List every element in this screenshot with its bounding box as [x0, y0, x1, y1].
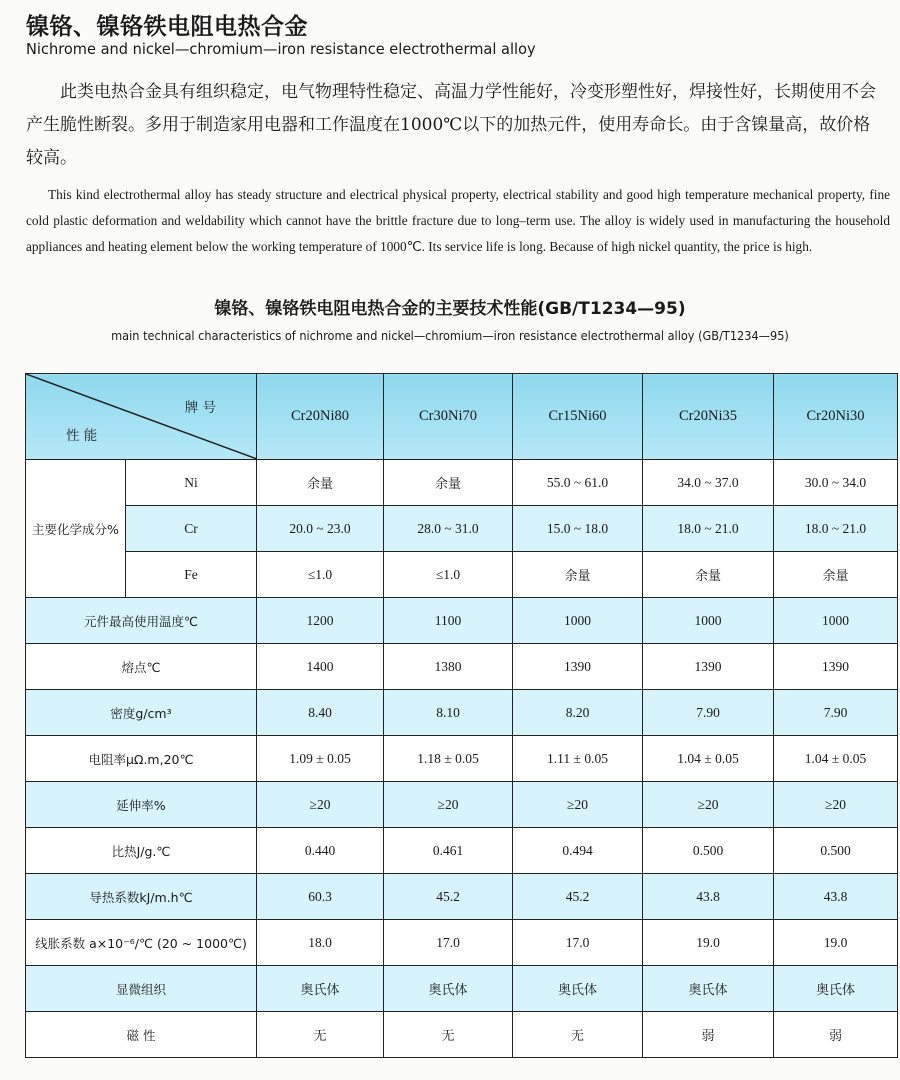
intro-paragraph-cn: 此类电热合金具有组织稳定，电气物理特性稳定、高温力学性能好，冷变形塑性好，焊接性好，长期使用不会产生脆性断裂。多用于制造家用电器和工作温度在1000℃以下的加热元件，使用寿命长。由于含镍量高，故价格较高。 [26, 82, 876, 168]
table-cell: 55.0 ~ 61.0 [513, 460, 643, 506]
table-cell: 7.90 [643, 690, 774, 736]
property-label: 密度g/cm³ [26, 690, 257, 736]
property-label: 导热系数kJ/m.h℃ [26, 874, 257, 920]
table-cell: 0.461 [384, 828, 513, 874]
table-cell: 1.18 ± 0.05 [384, 736, 513, 782]
grade-header: Cr20Ni80 [257, 374, 384, 460]
table-title-cn: 镍铬、镍铬铁电阻电热合金的主要技术性能(GB/T1234—95) [214, 299, 686, 319]
diagonal-divider-icon [26, 374, 257, 459]
table-cell: 60.3 [257, 874, 384, 920]
table-cell: 43.8 [774, 874, 898, 920]
property-label: 电阻率μΩ.m,20℃ [26, 736, 257, 782]
table-row [26, 460, 898, 506]
properties-table [25, 373, 898, 1058]
table-cell: 19.0 [774, 920, 898, 966]
intro-paragraph-en: This kind electrothermal alloy has steady structure and electrical physical property, electrical stability and good high temperature mechanical property, fine cold plastic deformation and weldability which cannot have the brittle fracture due to long–term use. The alloy is widely used in manufacturing the household appliances and heating element below the working temperature of 1000℃. Its service life is long. Because of high nickel quantity, the price is high. [26, 187, 890, 254]
table-row [26, 874, 898, 920]
table-row [26, 506, 898, 552]
corner-cell [26, 374, 257, 460]
grade-header: Cr30Ni70 [384, 374, 513, 460]
table-cell: 1.11 ± 0.05 [513, 736, 643, 782]
property-label: 延伸率% [26, 782, 257, 828]
table-cell: 19.0 [643, 920, 774, 966]
table-row [26, 690, 898, 736]
table-cell: 43.8 [643, 874, 774, 920]
table-cell: 1200 [257, 598, 384, 644]
property-label: 显微组织 [26, 966, 257, 1012]
table-cell: 无 [257, 1012, 384, 1058]
page-title-en: Nichrome and nickel—chromium—iron resistance electrothermal alloy [26, 40, 536, 58]
table-cell: ≤1.0 [384, 552, 513, 598]
table-cell: 奥氏体 [257, 966, 384, 1012]
table-cell: 弱 [643, 1012, 774, 1058]
table-row [26, 966, 898, 1012]
table-cell: 1100 [384, 598, 513, 644]
table-row [26, 552, 898, 598]
table-cell: 1000 [643, 598, 774, 644]
grade-header: Cr20Ni35 [643, 374, 774, 460]
table-cell: 18.0 [257, 920, 384, 966]
table-cell: 28.0 ~ 31.0 [384, 506, 513, 552]
table-cell: 1390 [513, 644, 643, 690]
page-title-cn: 镍铬、镍铬铁电阻电热合金 [26, 14, 308, 40]
table-cell: 奥氏体 [774, 966, 898, 1012]
table-cell: 17.0 [384, 920, 513, 966]
table-cell: 奥氏体 [643, 966, 774, 1012]
table-cell: 18.0 ~ 21.0 [774, 506, 898, 552]
table-cell: ≥20 [774, 782, 898, 828]
table-row [26, 782, 898, 828]
table-cell: ≥20 [257, 782, 384, 828]
table-cell: ≥20 [513, 782, 643, 828]
table-header-row [26, 374, 898, 460]
grade-header: Cr20Ni30 [774, 374, 898, 460]
table-cell: 1.09 ± 0.05 [257, 736, 384, 782]
table-cell: 17.0 [513, 920, 643, 966]
table-cell: 无 [384, 1012, 513, 1058]
table-row [26, 598, 898, 644]
table-cell: 0.500 [643, 828, 774, 874]
table-cell: 20.0 ~ 23.0 [257, 506, 384, 552]
table-cell: 7.90 [774, 690, 898, 736]
table-cell: 余量 [384, 460, 513, 506]
table-cell: 1.04 ± 0.05 [774, 736, 898, 782]
property-label: 熔点℃ [26, 644, 257, 690]
element-label: Cr [126, 506, 257, 552]
table-cell: 余量 [774, 552, 898, 598]
table-cell: ≥20 [643, 782, 774, 828]
table-cell: ≥20 [384, 782, 513, 828]
table-cell: 1000 [774, 598, 898, 644]
table-cell: 奥氏体 [513, 966, 643, 1012]
table-cell: 30.0 ~ 34.0 [774, 460, 898, 506]
table-cell: 45.2 [384, 874, 513, 920]
element-label: Ni [126, 460, 257, 506]
table-row [26, 1012, 898, 1058]
table-cell: 15.0 ~ 18.0 [513, 506, 643, 552]
table-cell: 45.2 [513, 874, 643, 920]
table-cell: 8.40 [257, 690, 384, 736]
table-cell: 8.20 [513, 690, 643, 736]
element-label: Fe [126, 552, 257, 598]
table-cell: 34.0 ~ 37.0 [643, 460, 774, 506]
table-cell: 8.10 [384, 690, 513, 736]
table-row [26, 736, 898, 782]
property-label: 磁 性 [26, 1012, 257, 1058]
table-cell: 余量 [643, 552, 774, 598]
table-cell: 0.500 [774, 828, 898, 874]
table-cell: 1390 [774, 644, 898, 690]
property-label: 比热J/g.℃ [26, 828, 257, 874]
table-cell: ≤1.0 [257, 552, 384, 598]
table-cell: 1000 [513, 598, 643, 644]
table-cell: 无 [513, 1012, 643, 1058]
composition-label: 主要化学成分% [26, 460, 126, 598]
table-cell: 0.494 [513, 828, 643, 874]
property-label: 线胀系数 a×10⁻⁶/℃ (20 ~ 1000℃) [26, 920, 257, 966]
table-cell: 0.440 [257, 828, 384, 874]
corner-property-label: 性 能 [66, 428, 98, 444]
table-cell: 1.04 ± 0.05 [643, 736, 774, 782]
table-cell: 1380 [384, 644, 513, 690]
table-cell: 奥氏体 [384, 966, 513, 1012]
property-label: 元件最高使用温度℃ [26, 598, 257, 644]
table-cell: 弱 [774, 1012, 898, 1058]
table-cell: 1400 [257, 644, 384, 690]
table-row [26, 828, 898, 874]
table-row [26, 644, 898, 690]
table-cell: 余量 [257, 460, 384, 506]
table-cell: 18.0 ~ 21.0 [643, 506, 774, 552]
corner-brand-label: 牌 号 [184, 400, 216, 416]
table-title-en: main technical characteristics of nichrome and nickel—chromium—iron resistance electrothermal alloy (GB/T1234—95) [111, 329, 789, 343]
grade-header: Cr15Ni60 [513, 374, 643, 460]
table-cell: 1390 [643, 644, 774, 690]
table-row [26, 920, 898, 966]
table-cell: 余量 [513, 552, 643, 598]
